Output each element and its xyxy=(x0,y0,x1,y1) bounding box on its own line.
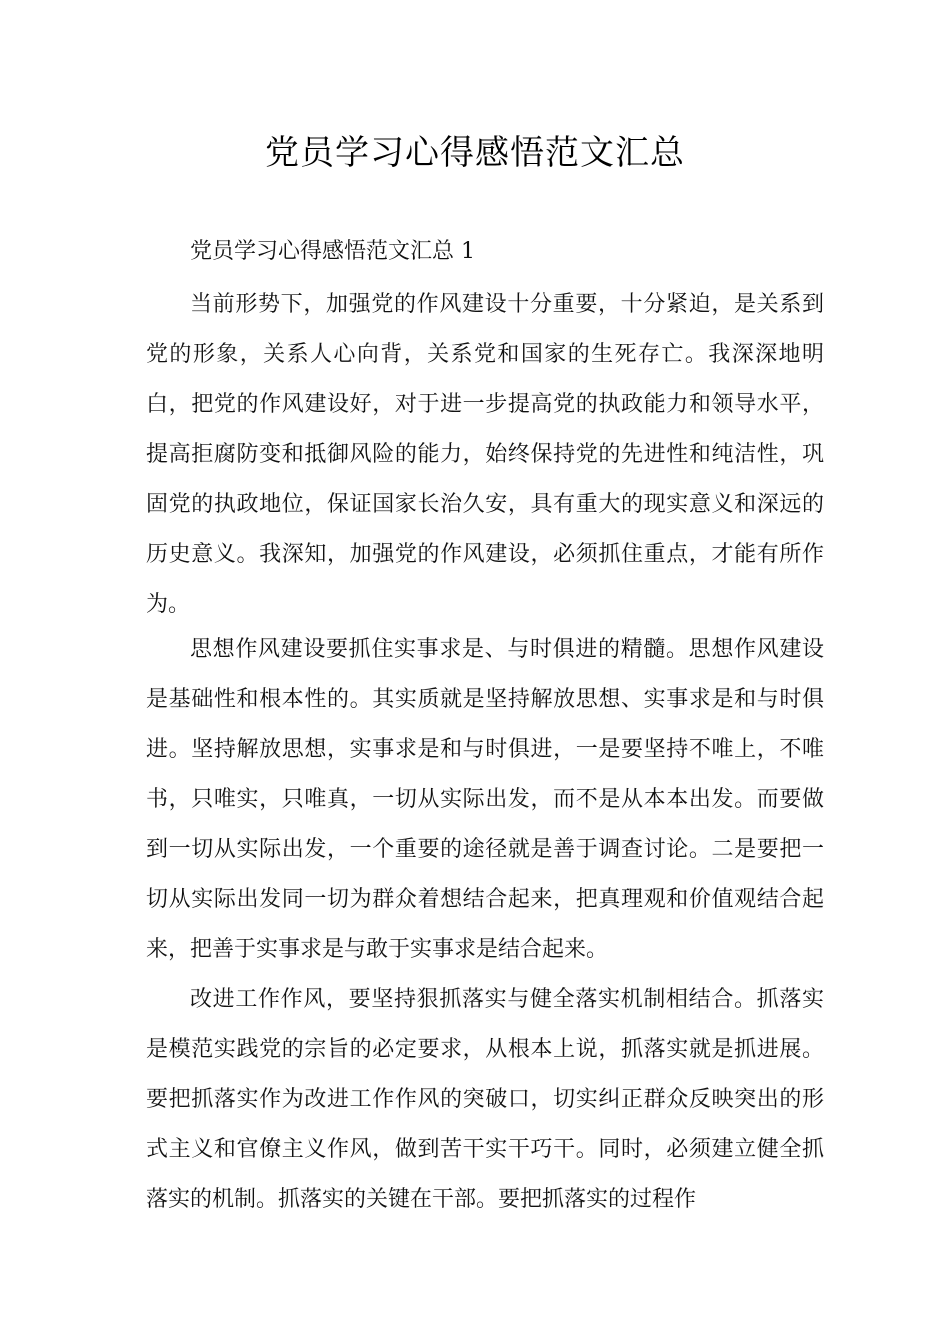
paragraph-2: 思想作风建设要抓住实事求是、与时俱进的精髓。思想作风建设是基础性和根本性的。其实质就是坚持解放思想、实事求是和与时俱进。坚持解放思想，实事求是和与时俱进，一是要坚持不唯上，不唯书，只唯实，只唯真，一切从实际出发，而不是从本本出发。而要做到一切从实际出发，一个重要的途径就是善于调查讨论。二是要把一切从实际出发同一切为群众着想结合起来，把真理观和价值观结合起来，把善于实事求是与敢于实事求是结合起来。 xyxy=(146,637,824,962)
paragraph-3: 改进工作作风，要坚持狠抓落实与健全落实机制相结合。抓落实是模范实践党的宗旨的必定要求，从根本上说，抓落实就是抓进展。要把抓落实作为改进工作作风的突破口，切实纠正群众反映突出的形式主义和官僚主义作风，做到苦干实干巧干。同时，必须建立健全抓落实的机制。抓落实的关键在干部。要把抓落实的过程作 xyxy=(146,987,824,1212)
paragraph-1: 当前形势下，加强党的作风建设十分重要，十分紧迫，是关系到党的形象，关系人心向背，关系党和国家的生死存亡。我深深地明白，把党的作风建设好，对于进一步提高党的执政能力和领导水平，提高拒腐防变和抵御风险的能力，始终保持党的先进性和纯洁性，巩固党的执政地位，保证国家长治久安，具有重大的现实意义和深远的历史意义。我深知，加强党的作风建设，必须抓住重点，才能有所作为。 xyxy=(146,292,824,617)
document-title: 党员学习心得感悟范文汇总 xyxy=(265,133,685,173)
section-heading: 党员学习心得感悟范文汇总 1 xyxy=(190,239,475,264)
